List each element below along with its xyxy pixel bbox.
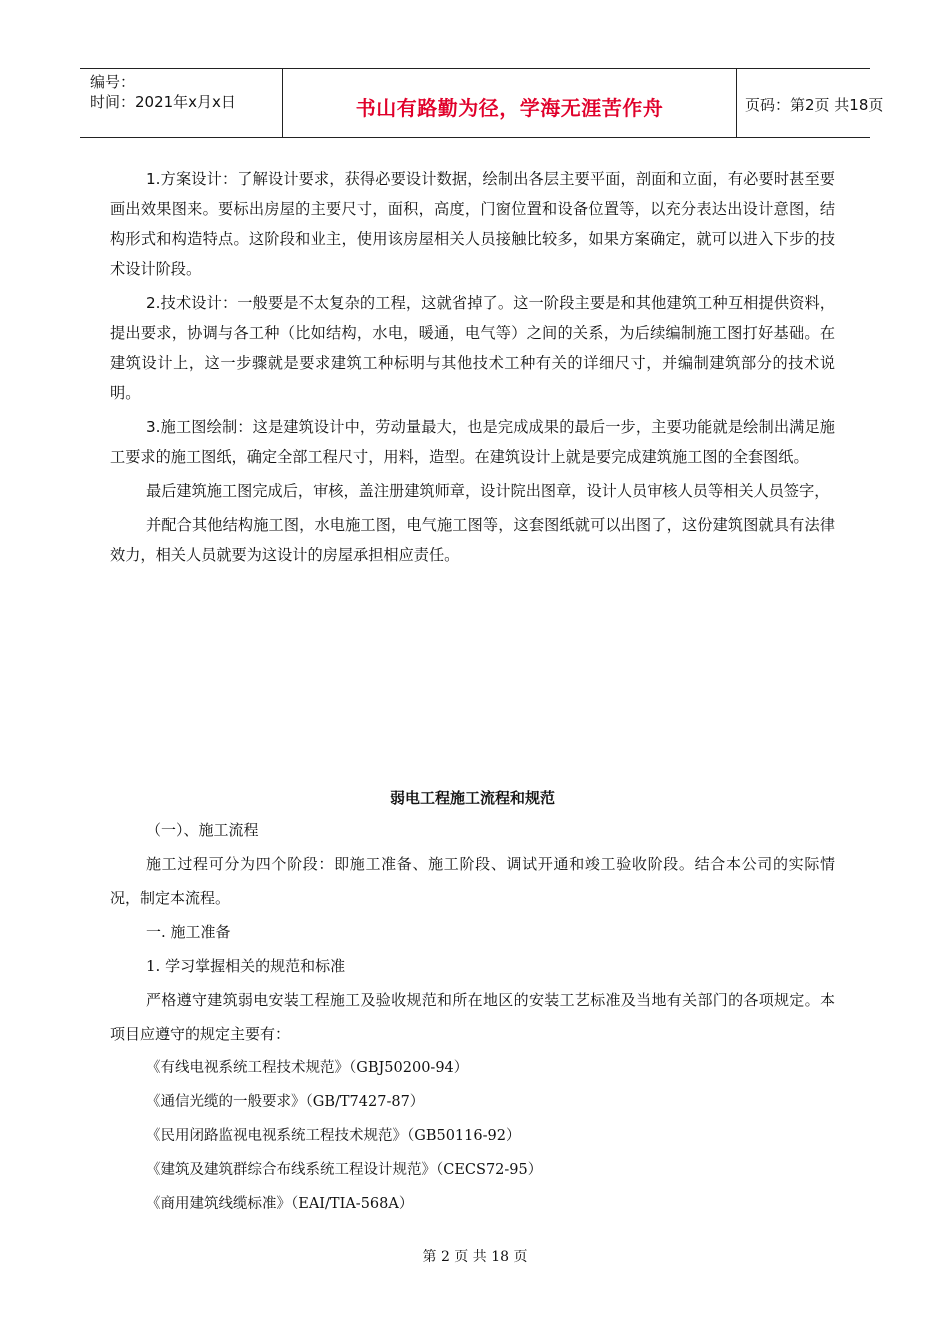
- standard-item: 《有线电视系统工程技术规范》（GBJ50200-94）: [146, 1060, 469, 1076]
- section-title: 弱电工程施工流程和规范: [389, 789, 555, 807]
- document-time: 时间：2021年x月x日: [90, 93, 236, 111]
- paragraph-stages: 施工过程可分为四个阶段：即施工准备、施工阶段、调试开通和竣工验收阶段。结合本公司的实际情况，制定本流程。: [110, 855, 835, 907]
- standard-item: 《民用闭路监视电视系统工程技术规范》（GB50116-92）: [146, 1128, 521, 1144]
- standard-item: 《通信光缆的一般要求》（GB/T7427-87）: [146, 1094, 425, 1110]
- standard-item: 《建筑及建筑群综合布线系统工程设计规范》（CECS72-95）: [146, 1162, 543, 1178]
- header-motto: 书山有路勤为径，学海无涯苦作舟: [355, 96, 664, 120]
- page-footer: 第 2 页 共 18 页: [422, 1249, 528, 1265]
- standard-item: 《商用建筑线缆标准》（EAI/TIA-568A）: [146, 1196, 414, 1212]
- document-number-label: 编号：: [90, 73, 136, 91]
- subheading-preparation: 一. 施工准备: [146, 923, 231, 941]
- header-meta-cell: [80, 69, 282, 137]
- paragraph-review: 最后建筑施工图完成后，审核，盖注册建筑师章，设计院出图章，设计人员审核人员等相关人员签字，: [146, 482, 830, 500]
- weak-current-section: [110, 783, 835, 1221]
- page-header: [80, 68, 884, 138]
- header-page-number: 页码：第2页 共18页: [745, 96, 884, 114]
- subheading-standards: 1. 学习掌握相关的规范和标准: [146, 957, 346, 975]
- subheading-process: （一）、施工流程: [146, 821, 259, 839]
- paragraph-construction-drawing: 3.施工图绘制：这是建筑设计中，劳动量最大，也是完成成果的最后一步，主要功能就是绘制出满足施工要求的施工图纸，确定全部工程尺寸，用料，造型。在建筑设计上就是要完成建筑施工图的全套图纸。: [110, 418, 835, 466]
- header-motto-cell: [282, 69, 737, 137]
- header-page-cell: [736, 69, 884, 137]
- paragraph-technical-design: 2.技术设计：一般要是不太复杂的工程，这就省掉了。这一阶段主要是和其他建筑工种互相提供资料，提出要求，协调与各工种（比如结构，水电，暖通，电气等）之间的关系，为后续编制施工图打好基础。在建筑设计上，这一步骤就是要求建筑工种标明与其他技术工种有关的详细尺寸，并编制建筑部分的技术说明。: [110, 294, 835, 402]
- paragraph-regulations: 严格遵守建筑弱电安装工程施工及验收规范和所在地区的安装工艺标准及当地有关部门的各项规定。本项目应遵守的规定主要有：: [110, 991, 835, 1043]
- body-text: [110, 164, 835, 570]
- paragraph-scheme-design: 1.方案设计：了解设计要求，获得必要设计数据，绘制出各层主要平面，剖面和立面，有必要时甚至要画出效果图来。要标出房屋的主要尺寸，面积，高度，门窗位置和设备位置等，以充分表达出设计意图，结构形式和构造特点。这阶段和业主，使用该房屋相关人员接触比较多，如果方案确定，就可以进入下步的技术设计阶段。: [110, 170, 835, 278]
- paragraph-legal-effect: 并配合其他结构施工图，水电施工图，电气施工图等，这套图纸就可以出图了，这份建筑图就具有法律效力，相关人员就要为这设计的房屋承担相应责任。: [110, 516, 835, 564]
